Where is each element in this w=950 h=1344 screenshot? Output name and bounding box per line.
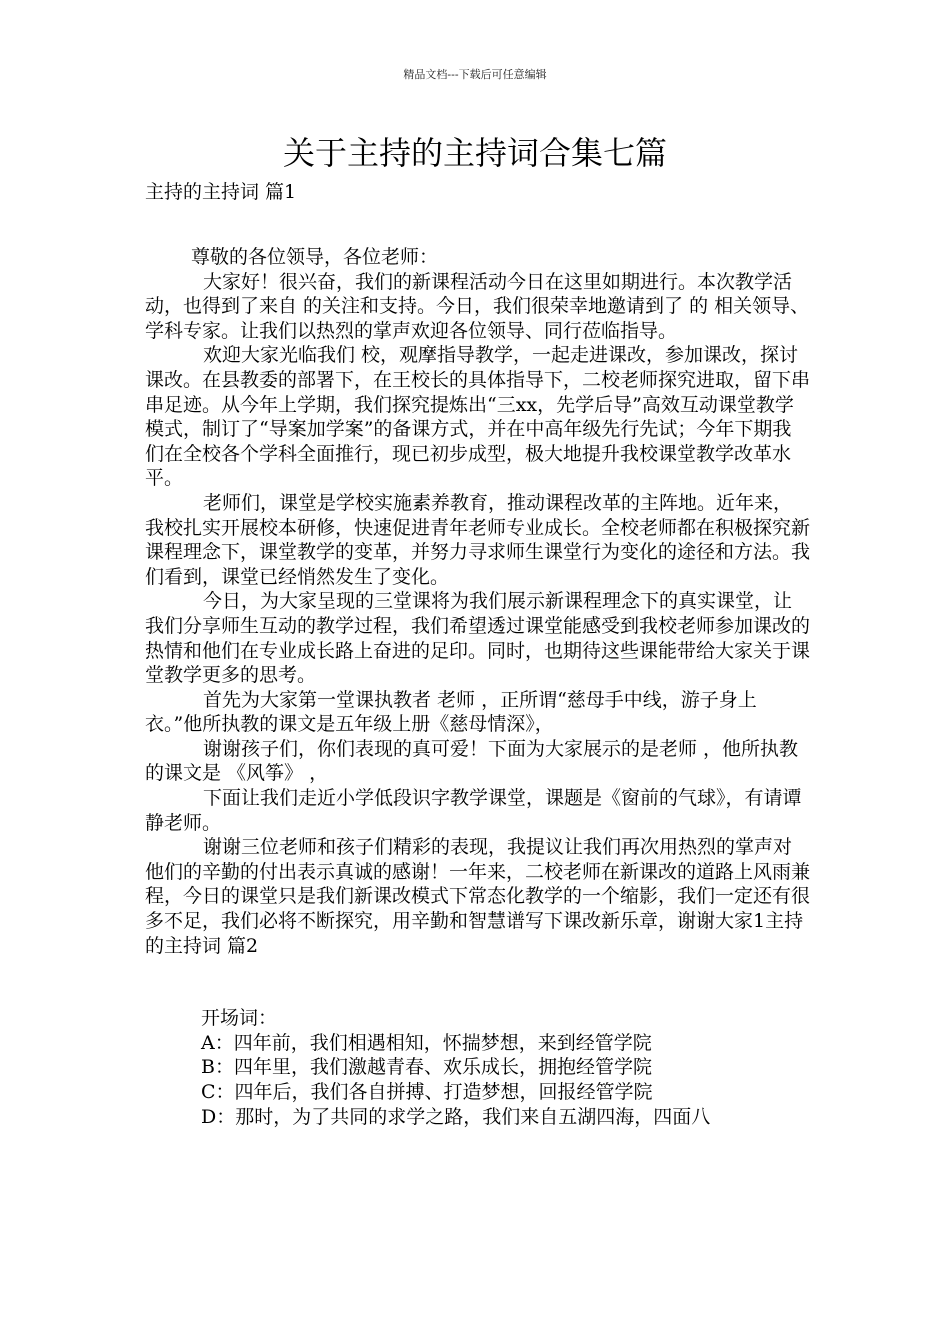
salutation: 尊敬的各位领导，各位老师：: [191, 246, 439, 268]
paragraph: 老师们，课堂是学校实施素养教育，推动课程改革的主阵地。近年来，我校扎实开展校本研修，快速促进青年老师专业成长。全校老师都在积极探究新课程理念下，课堂教学的变革，并努力寻求师生课堂行为变化的途径和方法。我们看到，课堂已经悄然发生了变化。: [145, 491, 811, 588]
section-2-line: A：四年前，我们相遇相知，怀揣梦想，来到经管学院: [201, 1031, 652, 1054]
paragraph: 欢迎大家光临我们 校，观摩指导教学，一起走进课改，参加课改，探讨课改。在县教委的部署下，在王校长的具体指导下，二校老师探究进取，留下串串足迹。从今年上学期，我们探究提炼出“三xx，先学后导”高效互动课堂教学模式，制订了“导案加学案”的备课方式，并在中高年级先行先试；今年下期我们在全校各个学科全面推行，现已初步成型，极大地提升我校课堂教学改革水平。: [145, 344, 811, 490]
section-2-line: 开场词：: [201, 1007, 278, 1030]
paragraph: 谢谢孩子们，你们表现的真可爱！下面为大家展示的是老师 ，他所执教的课文是 《风筝》 ，: [145, 737, 799, 785]
paragraph: 首先为大家第一堂课执教者 老师 ，正所谓“慈母手中线，游子身上衣。”他所执教的课文是五年级上册《慈母情深》，: [145, 688, 757, 736]
page-header: 精品文档---下载后可任意编辑: [403, 68, 547, 81]
section-heading: 主持的主持词 篇1: [145, 181, 297, 203]
paragraph: 下面让我们走近小学低段识字教学课堂，课题是《窗前的气球》，有请谭静老师。: [145, 787, 802, 834]
paragraph: 大家好！很兴奋，我们的新课程活动今日在这里如期进行。本次教学活动，也得到了来自 的关注和支持。今日，我们很荣幸地邀请到了 的 相关领导、学科专家。让我们以热烈的掌声欢迎各位领导、同行莅临指导。: [145, 270, 810, 342]
document-body: [145, 245, 810, 1129]
section-2-line: C：四年后，我们各自拼搏、打造梦想，回报经管学院: [201, 1081, 653, 1103]
section-2: [145, 1006, 810, 1129]
section-2-line: D：那时，为了共同的求学之路，我们来自五湖四海，四面八: [201, 1105, 711, 1128]
paragraph: 今日，为大家呈现的三堂课将为我们展示新课程理念下的真实课堂，让我们分享师生互动的教学过程，我们希望透过课堂能感受到我校老师参加课改的热情和他们在专业成长路上奋进的足印。同时，也期待这些课能带给大家关于课堂教学更多的思考。: [145, 590, 811, 687]
section-gap: [145, 958, 810, 1006]
section-2-line: B：四年里，我们激越青春、欢乐成长，拥抱经管学院: [201, 1056, 652, 1079]
document-title: 关于主持的主持词合集七篇: [282, 134, 667, 172]
paragraph: 谢谢三位老师和孩子们精彩的表现，我提议让我们再次用热烈的掌声对他们的辛勤的付出表示真诚的感谢！一年来，二校老师在新课改的道路上风雨兼程，今日的课堂只是我们新课改模式下常态化教学的一个缩影，我们一定还有很多不足，我们必将不断探究，用辛勤和智慧谱写下课改新乐章，谢谢大家1主持的主持词 篇2: [145, 836, 811, 957]
